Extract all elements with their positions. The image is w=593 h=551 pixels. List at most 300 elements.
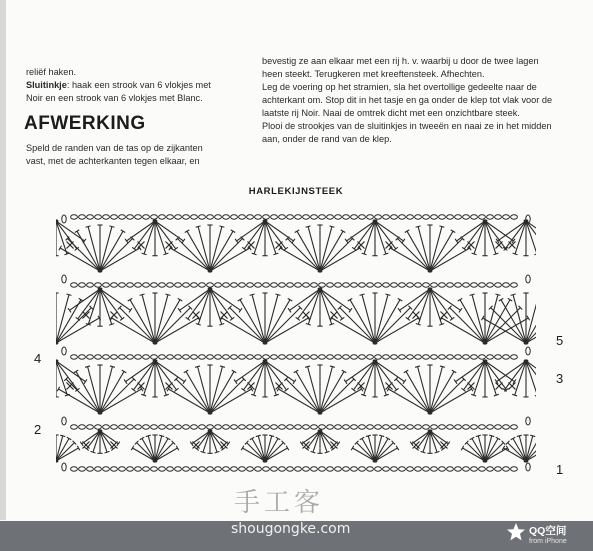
chain-stitch (119, 215, 126, 219)
fan-base (428, 269, 433, 272)
chain-stitch (439, 425, 446, 429)
dc-stitch (164, 394, 169, 396)
dc-stitch (430, 431, 437, 452)
dc-stitch (165, 294, 170, 295)
chain-stitch (175, 355, 182, 359)
chain-stitch (343, 283, 350, 287)
chain-stitch (447, 425, 454, 429)
chain-stitch (111, 355, 118, 359)
chain-stitch (279, 283, 286, 287)
chain-stitch (383, 425, 390, 429)
chain-stitch (383, 467, 390, 471)
dc-stitch (105, 451, 110, 453)
dc-stitch (155, 361, 176, 390)
dc-stitch (182, 239, 185, 243)
dc-stitch (109, 323, 114, 325)
chain-stitch (471, 283, 478, 287)
dc-stitch (526, 361, 536, 395)
dc-stitch (375, 361, 386, 395)
chain-stitch (423, 425, 430, 429)
chain-stitch (143, 425, 150, 429)
chain-stitch (359, 425, 366, 429)
dc-stitch (526, 221, 536, 254)
fan-base (208, 411, 213, 414)
dc-stitch (474, 221, 485, 254)
chain-stitch (127, 467, 134, 471)
dc-stitch (251, 394, 256, 396)
chain-stitch (351, 355, 358, 359)
dc-stitch (402, 239, 405, 243)
chain-stitch (295, 215, 302, 219)
chain-stitch (503, 283, 510, 287)
chain-stitch (503, 467, 510, 471)
chain-stitch (111, 467, 118, 471)
chain-stitch (255, 355, 262, 359)
turning-chain (526, 275, 530, 283)
dc-stitch (320, 289, 350, 310)
dc-stitch (320, 289, 332, 324)
chain-stitch (287, 355, 294, 359)
chain-stitch (95, 467, 102, 471)
chain-stitch (439, 215, 446, 219)
dc-stitch (375, 361, 404, 382)
chain-stitch (295, 425, 302, 429)
chain-stitch (71, 355, 78, 359)
chain-stitch (79, 283, 86, 287)
dc-stitch (306, 323, 311, 325)
dc-stitch (86, 226, 91, 227)
chain-stitch (431, 355, 438, 359)
chain-stitch (399, 425, 406, 429)
chain-stitch (215, 283, 222, 287)
dc-stitch (471, 394, 476, 396)
dc-stitch (140, 294, 145, 295)
chain-stitch (383, 283, 390, 287)
chain-stitch (407, 467, 414, 471)
left-column-top (26, 66, 248, 105)
dc-stitch (100, 289, 112, 324)
fan-base (428, 411, 433, 414)
fan-base (208, 269, 213, 272)
chain-stitch (95, 283, 102, 287)
dc-stitch (349, 308, 352, 312)
dc-stitch (83, 239, 86, 243)
fan-base (318, 287, 323, 290)
fan-base (318, 429, 323, 432)
chain-stitch (103, 215, 110, 219)
dc-stitch (244, 221, 265, 249)
chain-stitch (111, 425, 118, 429)
chain-stitch (511, 283, 518, 287)
chain-stitch (87, 425, 94, 429)
chain-stitch (471, 425, 478, 429)
dc-stitch (347, 221, 375, 241)
chain-stitch (335, 425, 342, 429)
chain-stitch (495, 283, 502, 287)
chain-stitch (463, 425, 470, 429)
dc-stitch (236, 361, 265, 382)
dc-stitch (220, 366, 225, 367)
chain-stitch (263, 355, 270, 359)
dc-stitch (375, 221, 403, 241)
dc-stitch (56, 361, 85, 382)
dc-stitch (320, 431, 333, 449)
chain-stitch (79, 425, 86, 429)
dc-stitch (210, 289, 222, 324)
chain-stitch (135, 355, 142, 359)
dc-stitch (354, 221, 375, 249)
dc-stitch (366, 435, 371, 436)
fan-base (153, 459, 158, 462)
dc-stitch (269, 435, 274, 436)
watermark-chinese: 手工客 (234, 488, 325, 518)
turning-chain (526, 347, 530, 355)
dc-stitch (485, 361, 514, 382)
chain-stitch (407, 215, 414, 219)
dc-stitch (235, 239, 238, 243)
chain-stitch (471, 355, 478, 359)
fan-base (524, 459, 529, 462)
fan-base (373, 459, 378, 462)
dc-stitch (84, 379, 87, 383)
chain-stitch (263, 215, 270, 219)
chain-stitch (431, 215, 438, 219)
dc-stitch (87, 431, 100, 449)
chain-stitch (79, 355, 86, 359)
chain-stitch (295, 355, 302, 359)
dc-stitch (203, 431, 210, 452)
dc-stitch (344, 379, 347, 383)
chain-stitch (127, 215, 134, 219)
dc-stitch (155, 361, 184, 382)
chain-stitch (183, 215, 190, 219)
dc-stitch (144, 361, 155, 395)
turning-chain (526, 417, 530, 425)
dc-stitch (489, 435, 494, 436)
row-label-5: 5 (556, 333, 564, 348)
dc-stitch (308, 289, 320, 324)
dc-stitch (180, 289, 210, 310)
dc-stitch (134, 221, 155, 249)
chain-stitch (103, 425, 110, 429)
chain-stitch (271, 215, 278, 219)
chain-stitch (159, 425, 166, 429)
chain-stitch (175, 215, 182, 219)
dc-stitch (100, 431, 118, 444)
chain-stitch (359, 215, 366, 219)
dc-stitch (430, 289, 452, 319)
chain-stitch (215, 215, 222, 219)
dc-stitch (78, 289, 100, 319)
text-line: laatste rij Noir. Naai de omtrek dicht met een onzichtbare steek. (262, 108, 520, 118)
dc-stitch (345, 239, 348, 243)
chain-stitch (351, 283, 358, 287)
chain-stitch (223, 425, 230, 429)
chain-stitch (415, 283, 422, 287)
dc-stitch (364, 221, 375, 254)
chain-stitch (327, 283, 334, 287)
dc-stitch (364, 361, 375, 395)
chain-stitch (239, 355, 246, 359)
dc-stitch (100, 431, 113, 449)
dc-stitch (100, 431, 107, 452)
dc-stitch (126, 361, 155, 382)
chain-stitch (239, 283, 246, 287)
dc-stitch (498, 221, 526, 241)
dc-stitch (93, 431, 100, 452)
dc-stitch (320, 289, 342, 319)
dc-stitch (439, 323, 444, 325)
chain-stitch (231, 215, 238, 219)
chain-stitch (295, 467, 302, 471)
dc-stitch (274, 394, 279, 396)
chain-stitch (383, 355, 390, 359)
dc-stitch (535, 394, 536, 396)
chain-stitch (423, 467, 430, 471)
chain-stitch (287, 467, 294, 471)
dc-stitch (290, 289, 320, 310)
chain-stitch (231, 425, 238, 429)
chain-stitch (359, 467, 366, 471)
dc-stitch (459, 308, 462, 312)
dc-stitch (329, 323, 334, 325)
chain-stitch (495, 215, 502, 219)
dc-stitch (320, 431, 327, 452)
dc-stitch (361, 394, 366, 396)
chain-stitch (87, 355, 94, 359)
chain-stitch (111, 215, 118, 219)
text-line: achterkant om. Stop dit in het tasje en ga onder de klep tot vlak voor de (262, 95, 553, 105)
chain-stitch (335, 283, 342, 287)
chain-stitch (231, 467, 238, 471)
chain-stitch (303, 425, 310, 429)
dc-stitch (329, 226, 334, 227)
chain-stitch (263, 425, 270, 429)
chain-stitch (71, 215, 78, 219)
text-line: bevestig ze aan elkaar met een rij h. v. waarbij u door de twee lagen (262, 56, 539, 66)
dc-stitch (237, 221, 265, 241)
dc-stitch (400, 289, 430, 310)
chain-stitch (503, 425, 510, 429)
dc-stitch (505, 221, 526, 249)
chain-stitch (351, 425, 358, 429)
chain-stitch (127, 355, 134, 359)
dc-stitch (178, 308, 181, 312)
chain-stitch (223, 467, 230, 471)
chain-stitch (391, 283, 398, 287)
dc-stitch (196, 226, 201, 227)
fan-base (263, 219, 268, 222)
chain-stitch (479, 283, 486, 287)
chain-stitch (255, 283, 262, 287)
chain-stitch (143, 355, 150, 359)
dc-stitch (265, 361, 286, 390)
chain-stitch (367, 283, 374, 287)
chain-stitch (199, 215, 206, 219)
label-sluitinkje: Sluitinkje (26, 80, 67, 90)
chain-stitch (303, 467, 310, 471)
fan-base (318, 269, 323, 272)
turning-chain (62, 275, 66, 283)
chain-stitch (351, 467, 358, 471)
dc-stitch (210, 431, 223, 449)
dc-stitch (485, 361, 496, 395)
dc-stitch (256, 435, 261, 436)
chain-stitch (199, 467, 206, 471)
chain-stitch (503, 355, 510, 359)
text-fragment: : haak een strook van 6 vlokjes met (66, 80, 211, 90)
dc-stitch (383, 253, 388, 255)
chain-stitch (247, 425, 254, 429)
chain-stitch (471, 467, 478, 471)
chain-stitch (87, 215, 94, 219)
chain-stitch (295, 283, 302, 287)
chain-stitch (151, 425, 158, 429)
chain-stitch (271, 355, 278, 359)
dc-stitch (513, 253, 518, 255)
dc-stitch (346, 361, 375, 382)
dc-stitch (530, 435, 535, 436)
chain-stitch (95, 425, 102, 429)
chain-stitch (495, 355, 502, 359)
fan-base (524, 359, 529, 362)
chain-stitch (135, 283, 142, 287)
chain-stitch (327, 355, 334, 359)
chain-stitch (479, 425, 486, 429)
dc-stitch (375, 361, 396, 390)
chain-stitch (479, 467, 486, 471)
chain-stitch (431, 467, 438, 471)
chain-stitch (103, 355, 110, 359)
dc-stitch (201, 451, 206, 453)
watermark-url: shougongke.com (231, 521, 351, 537)
dc-stitch (265, 361, 276, 395)
chain-stitch (239, 215, 246, 219)
dc-stitch (416, 226, 421, 227)
chain-stitch (143, 283, 150, 287)
chain-stitch (167, 283, 174, 287)
fan-base (428, 287, 433, 290)
chain-stitch (287, 283, 294, 287)
fan-base (428, 429, 433, 432)
dc-stitch (155, 221, 166, 254)
dc-stitch (415, 366, 420, 367)
chain-stitch (127, 425, 134, 429)
dc-stitch (254, 361, 265, 395)
dc-stitch (66, 294, 71, 295)
chain-stitch (87, 467, 94, 471)
text-line: Plooi de strookjes van de sluitinkjes in tweeën en naai ze in het midden (262, 121, 552, 131)
chain-stitch (455, 467, 462, 471)
star-icon (506, 522, 526, 542)
chain-stitch (431, 283, 438, 287)
dc-stitch (215, 451, 220, 453)
dc-stitch (265, 221, 276, 254)
chain-stitch (79, 215, 86, 219)
chain-stitch (199, 355, 206, 359)
dc-stitch (234, 379, 237, 383)
dc-stitch (292, 239, 295, 243)
dc-stitch (360, 294, 365, 295)
chain-stitch (511, 425, 518, 429)
dc-stitch (430, 289, 460, 310)
chain-stitch (511, 215, 518, 219)
chain-stitch (359, 355, 366, 359)
chain-stitch (375, 467, 382, 471)
dc-stitch (239, 308, 242, 312)
text-line: Noir en een strook van 6 vlokjes met Blanc. (26, 93, 203, 103)
chain-stitch (191, 425, 198, 429)
dc-stitch (456, 361, 485, 382)
dc-stitch (485, 361, 506, 390)
dc-stitch (485, 221, 506, 249)
dc-stitch (495, 294, 500, 295)
chain-stitch (135, 215, 142, 219)
fan-base (98, 269, 103, 272)
dc-stitch (109, 226, 114, 227)
chain-stitch (487, 425, 494, 429)
chain-stitch (463, 215, 470, 219)
chain-stitch (455, 425, 462, 429)
chain-stitch (191, 283, 198, 287)
row-label-3: 3 (556, 371, 564, 386)
chain-stitch (455, 355, 462, 359)
chain-stitch (439, 467, 446, 471)
chain-stitch (271, 283, 278, 287)
chain-stitch (343, 425, 350, 429)
fan-base (483, 219, 488, 222)
chain-stitch (343, 467, 350, 471)
chain-stitch (151, 355, 158, 359)
fan-base (153, 341, 158, 344)
dc-stitch (244, 361, 265, 390)
row-label-2: 2 (34, 422, 42, 437)
dc-stitch (430, 431, 443, 449)
chain-stitch (327, 425, 334, 429)
dc-stitch (306, 226, 311, 227)
fan-base (483, 459, 488, 462)
dc-stitch (56, 361, 77, 390)
chain-stitch (327, 215, 334, 219)
dc-stitch (354, 361, 375, 390)
badge-name: QQ空间 (529, 525, 567, 537)
dc-stitch (455, 239, 458, 243)
chain-stitch (119, 283, 126, 287)
dc-stitch (408, 289, 430, 319)
chain-stitch (119, 355, 126, 359)
fan-base (373, 359, 378, 362)
turning-chain (62, 215, 66, 223)
chain-stitch (151, 467, 158, 471)
chain-stitch (287, 215, 294, 219)
left-column-bottom (26, 142, 248, 168)
fan-base (263, 341, 268, 344)
chain-stitch (135, 425, 142, 429)
dc-stitch (379, 435, 384, 436)
dc-stitch (485, 221, 496, 254)
chain-stitch (183, 425, 190, 429)
dc-stitch (141, 394, 146, 396)
dc-stitch (472, 253, 477, 255)
dc-stitch (435, 451, 440, 453)
chain-stitch (311, 283, 318, 287)
chain-stitch (503, 215, 510, 219)
row-label-1: 1 (556, 462, 564, 477)
dc-stitch (273, 253, 278, 255)
dc-stitch (470, 294, 475, 295)
chain-stitch (167, 355, 174, 359)
chain-stitch (167, 425, 174, 429)
